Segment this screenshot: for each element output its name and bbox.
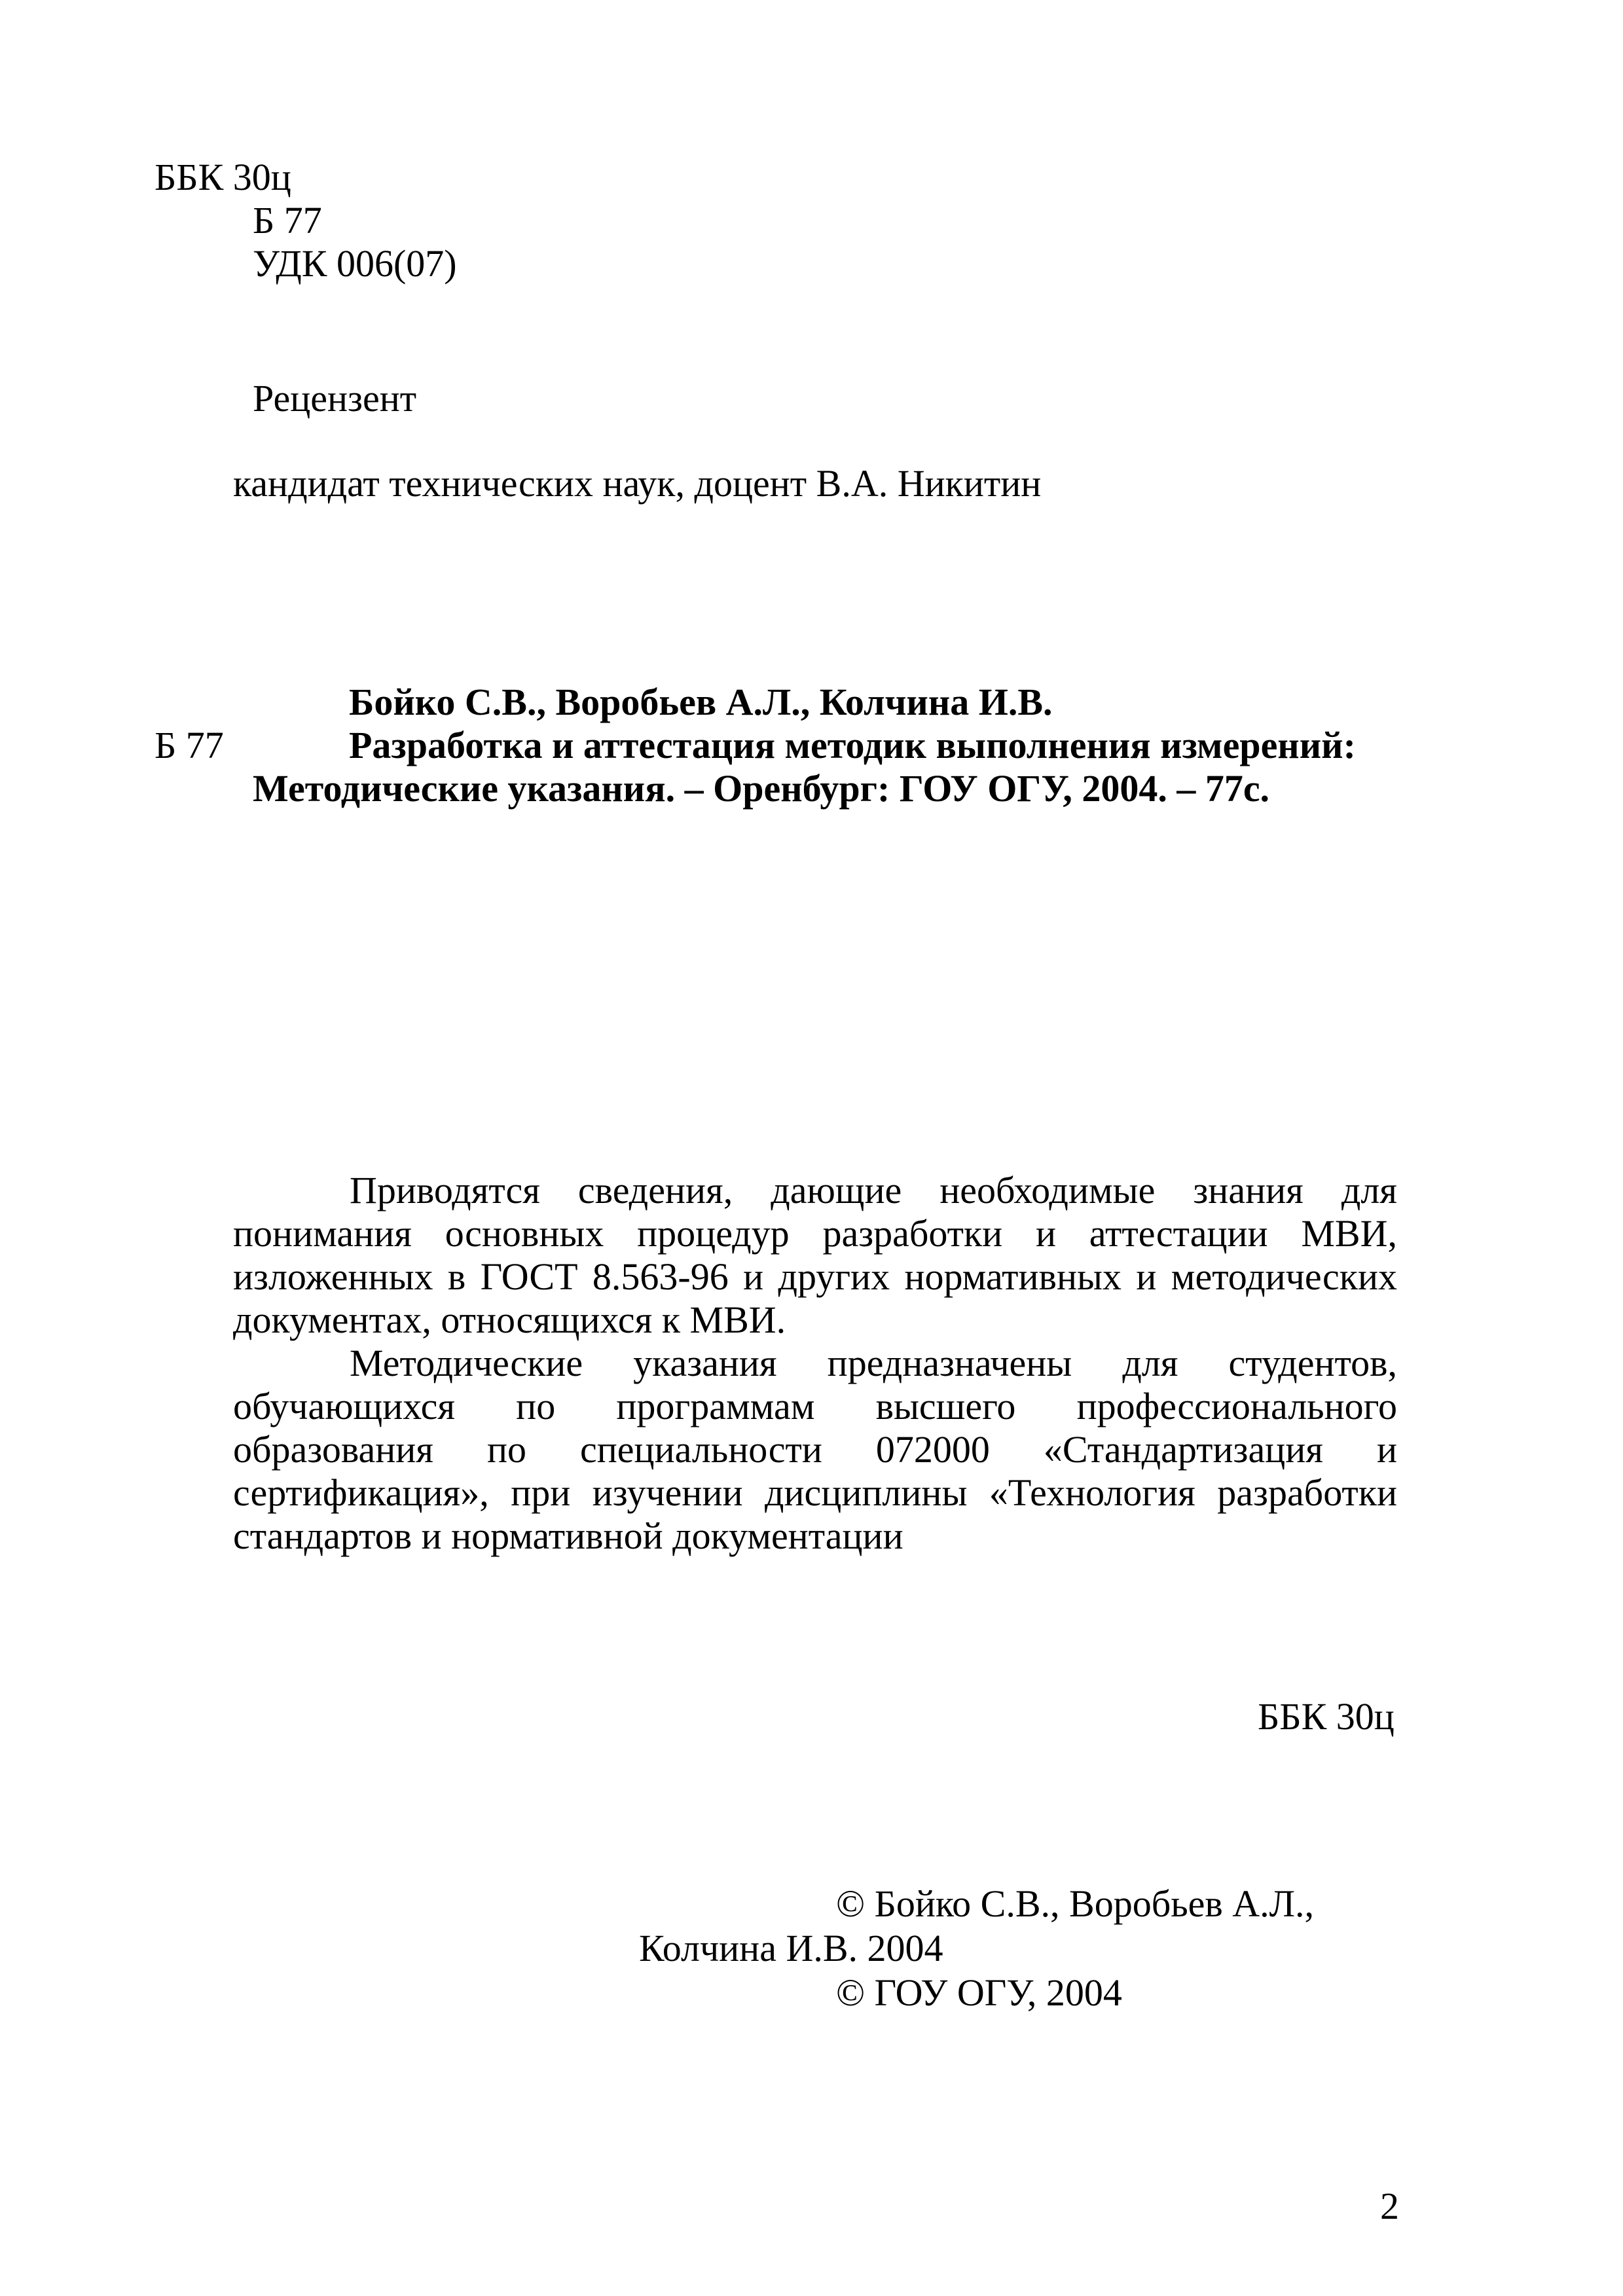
udk-code: УДК 006(07) [253,242,457,285]
bbk-code: ББК 30ц [155,156,291,198]
abstract-paragraph-2 [233,1342,1397,1558]
book-imprint: Методические указания. – Оренбург: ГОУ ОГУ, 2004. – 77с. [253,767,1270,810]
abstract-p1-line: документах, относящихся к МВИ. [233,1299,786,1341]
copyright-line-3: © ГОУ ОГУ, 2004 [836,1971,1122,2014]
book-title: Разработка и аттестация методик выполнения измерений: [349,724,1356,766]
abstract-p2-line: образования по специальности 072000 «Стандартизация и [233,1428,1397,1471]
copyright-line-1: © Бойко С.В., Воробьев А.Л., [836,1882,1315,1925]
footer-bbk-code: ББК 30ц [1258,1695,1395,1738]
abstract-p2-line: сертификация», при изучении дисциплины «Технология разработки [233,1471,1397,1514]
abstract-p2-line: стандартов и нормативной документации [233,1515,903,1557]
authors: Бойко С.В., Воробьев А.Л., Колчина И.В. [349,681,1053,723]
abstract-paragraph-1 [233,1169,1397,1342]
abstract-p2-line: Методические указания предназначены для студентов, [350,1342,1397,1384]
abstract-p1-line: Приводятся сведения, дающие необходимые знания для [350,1169,1397,1211]
reviewer-name: кандидат технических наук, доцент В.А. Никитин [233,462,1042,505]
abstract-p1-line: изложенных в ГОСТ 8.563-96 и других нормативных и методических [233,1255,1397,1298]
bibliographic-code: Б 77 [155,724,224,766]
page-number: 2 [1380,2185,1399,2227]
abstract-p2-line: обучающихся по программам высшего профессионального [233,1385,1397,1427]
reviewer-label: Рецензент [253,377,417,420]
copyright-line-2: Колчина И.В. 2004 [639,1927,943,1969]
abstract-p1-line: понимания основных процедур разработки и аттестации МВИ, [233,1212,1397,1255]
author-code: Б 77 [253,199,322,242]
